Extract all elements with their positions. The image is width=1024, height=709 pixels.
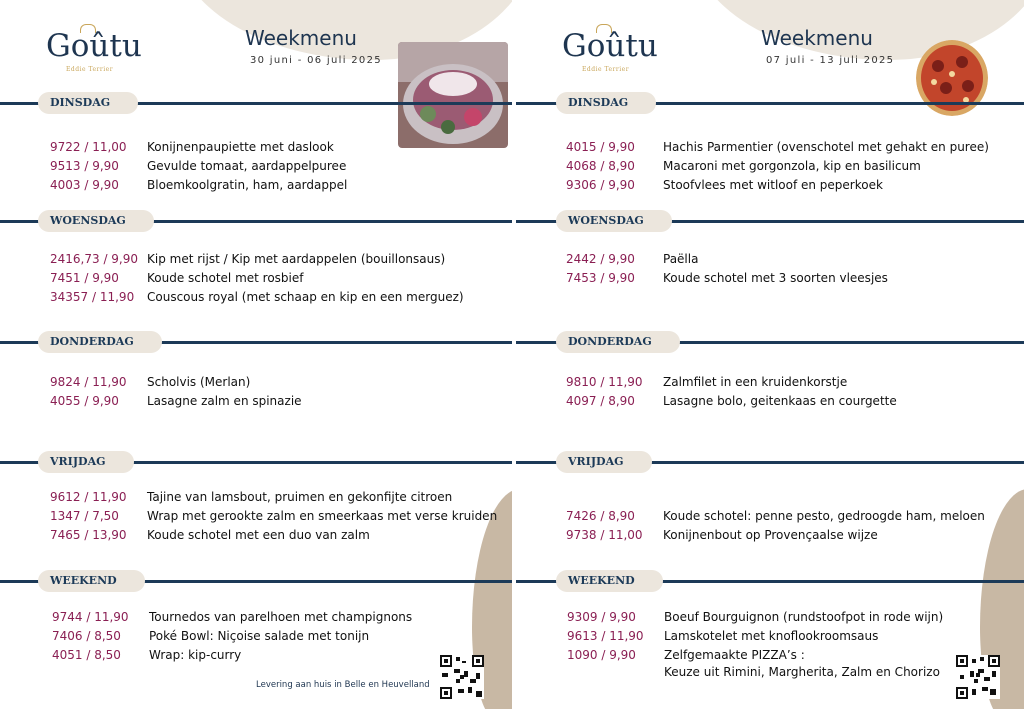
day-label: WEEKEND — [556, 570, 663, 592]
day-header — [0, 210, 512, 232]
goutu-logo: Goûtu Eddie Terrier — [562, 24, 652, 74]
day-header — [516, 331, 1024, 353]
day-header — [0, 570, 512, 592]
day-header — [516, 92, 1024, 114]
goutu-logo: Goûtu Eddie Terrier — [46, 24, 136, 74]
day-header — [0, 331, 512, 353]
day-label: DINSDAG — [556, 92, 656, 114]
day-label: DONDERDAG — [38, 331, 162, 353]
day-header — [516, 210, 1024, 232]
menu-page-week-1: Goûtu Eddie Terrier Weekmenu 30 juni - 06 juli 2025 DINSDAG 9722 / 11,00 Konijnenpaupiette met daslook 9513 / 9,90 Gevulde tomaat, aardappelpuree 4003 / 9,90 Bloemkoolgratin, ham, aardappel WOENSDAG 2416,73 / 9,90 Kip met rijst / Kip met aardappelen (bouillonsaus) 7451 / 9,90 Koude schotel met rosbief 34357 / 11,90 Couscous royal (met schaap en kip en een merguez) DONDERDAG 9824 / 11,90 Scholvis (Merlan) 4055 / 9,90 Lasagne zalm en spinazie VRIJDAG 9612 / 11,90 Tajine van lamsbout, pruimen en gekonfijte citroen 1347 / 7,50 Wrap met gerookte zalm en smeerkaas met verse kruiden 7465 / 13,90 Koude schotel met een duo van zalm WEEKEND 9744 / 11,90 Tournedos van parelhoen met champignons 7406 / 8,50 Poké Bowl: Niçoise salade met tonijn 4051 / 8,50 Wrap: kip-curry Levering aan huis in Belle en Heuvelland — [0, 0, 512, 709]
day-header — [0, 92, 512, 114]
qr-code-icon[interactable] — [440, 655, 484, 699]
day-label: WOENSDAG — [38, 210, 154, 232]
day-label: VRIJDAG — [556, 451, 652, 473]
menu-page-week-2: Goûtu Eddie Terrier Weekmenu 07 juli - 13 juli 2025 DINSDAG 4015 / 9,90 Hachis Parmentier (ovenschotel met gehakt en puree) 4068 / 8,90 Macaroni met gorgonzola, kip en basilicum 9306 / 9,90 Stoofvlees met witloof en peperkoek WOENSDAG 2442 / 9,90 Paëlla 7453 / 9,90 Koude schotel met 3 soorten vleesjes DONDERDAG 9810 / 11,90 Zalmfilet in een kruidenkorstje 4097 / 8,90 Lasagne bolo, geitenkaas en courgette VRIJDAG 7426 / 8,90 Koude schotel: penne pesto, gedroogde ham, meloen 9738 / 11,00 Konijnenbout op Provençaalse wijze WEEKEND 9309 / 9,90 Boeuf Bourguignon (rundstoofpot in rode wijn) 9613 / 11,90 Lamskotelet met knoflookroomsaus 1090 / 9,90 Zelfgemaakte PIZZA’s : Keuze uit Rimini, Margherita, Zalm en Chorizo — [516, 0, 1024, 709]
day-label: DINSDAG — [38, 92, 138, 114]
qr-code-icon[interactable] — [956, 655, 1000, 699]
day-header — [516, 570, 1024, 592]
week-dates: 30 juni - 06 juli 2025 — [250, 55, 382, 66]
day-label: VRIJDAG — [38, 451, 134, 473]
day-label: WOENSDAG — [556, 210, 672, 232]
delivery-note: Levering aan huis in Belle en Heuvelland — [256, 680, 430, 690]
page-title: Weekmenu — [245, 26, 357, 50]
day-header — [0, 451, 512, 473]
week-dates: 07 juli - 13 juli 2025 — [766, 55, 895, 66]
day-header — [516, 451, 1024, 473]
day-label: DONDERDAG — [556, 331, 680, 353]
day-label: WEEKEND — [38, 570, 145, 592]
pizza-choices: Keuze uit Rimini, Margherita, Zalm en Chorizo — [664, 665, 940, 679]
page-title: Weekmenu — [761, 26, 873, 50]
